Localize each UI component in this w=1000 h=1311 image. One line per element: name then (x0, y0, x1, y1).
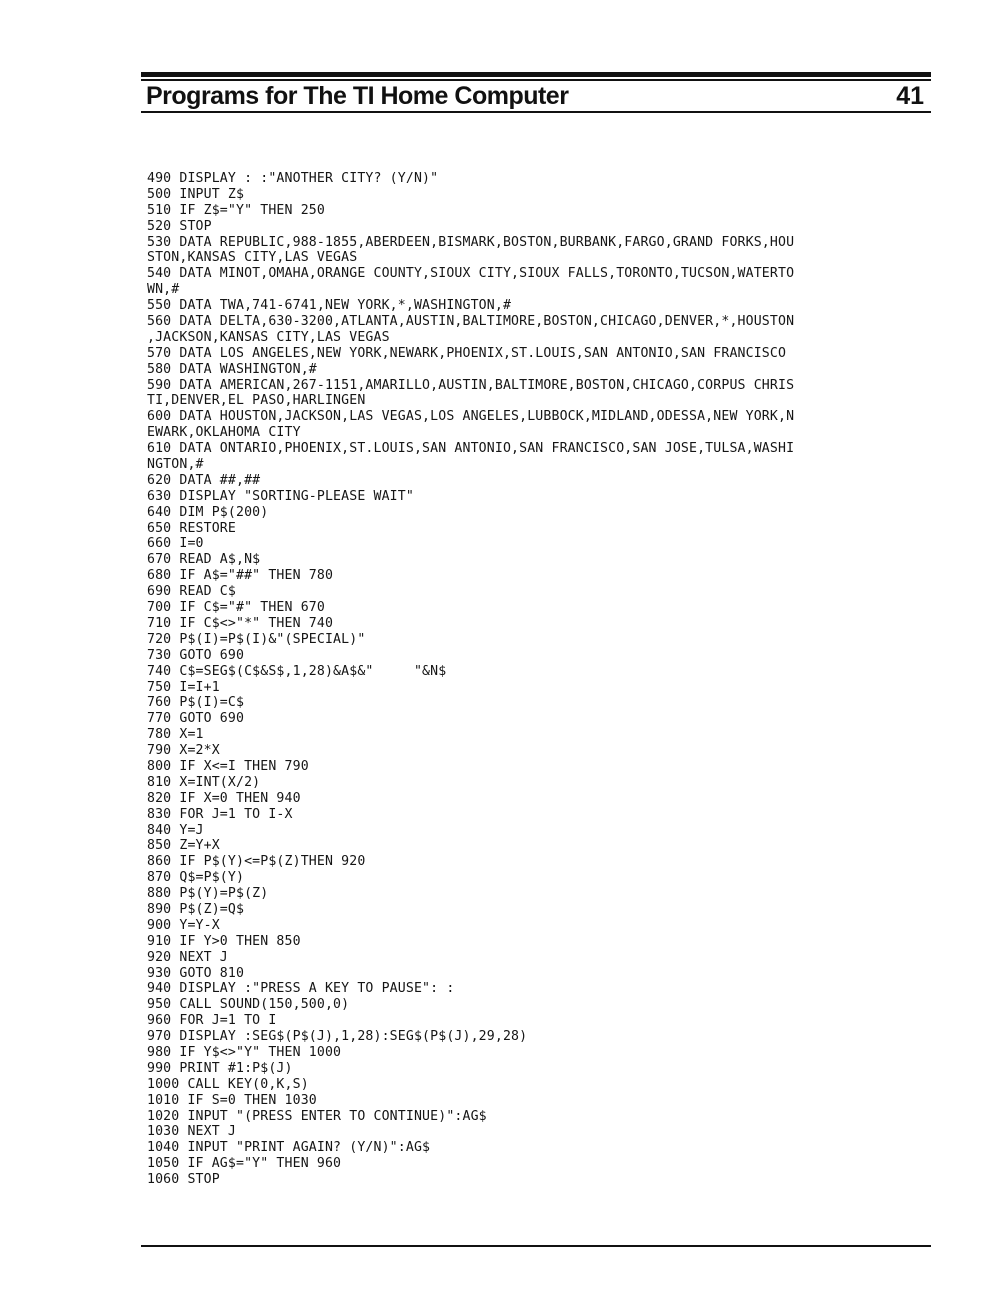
code-line: 860 IF P$(Y)<=P$(Z)THEN 920 (147, 854, 366, 870)
code-line: 1040 INPUT "PRINT AGAIN? (Y/N)":AG$ (147, 1140, 431, 1156)
code-line: 770 GOTO 690 (147, 711, 245, 727)
code-line: 630 DISPLAY "SORTING-PLEASE WAIT" (147, 488, 414, 504)
code-line: 720 P$(I)=P$(I)&"(SPECIAL)" (147, 631, 366, 647)
code-line: 580 DATA WASHINGTON,# (147, 361, 317, 377)
code-line: 710 IF C$<>"*" THEN 740 (147, 615, 334, 631)
code-line: 990 PRINT #1:P$(J) (147, 1060, 293, 1076)
code-line: NGTON,# (147, 457, 204, 473)
code-line: 820 IF X=0 THEN 940 (147, 790, 301, 806)
code-line: 600 DATA HOUSTON,JACKSON,LAS VEGAS,LOS ANGELES,LUBBOCK,MIDLAND,ODESSA,NEW YORK,N (147, 409, 795, 425)
code-line: 680 IF A$="##" THEN 780 (147, 568, 334, 584)
code-line: 960 FOR J=1 TO I (147, 1013, 277, 1029)
code-line: 520 STOP (147, 218, 212, 234)
code-line: 530 DATA REPUBLIC,988-1855,ABERDEEN,BISMARK,BOSTON,BURBANK,FARGO,GRAND FORKS,HOU (147, 234, 795, 250)
code-line: EWARK,OKLAHOMA CITY (147, 425, 301, 441)
code-line: 760 P$(I)=C$ (147, 695, 245, 711)
code-line: 950 CALL SOUND(150,500,0) (147, 997, 350, 1013)
header-rule-thin (141, 79, 931, 81)
code-line: STON,KANSAS CITY,LAS VEGAS (147, 250, 358, 266)
code-line: 1020 INPUT "(PRESS ENTER TO CONTINUE)":AG$ (147, 1108, 487, 1124)
code-line: TI,DENVER,EL PASO,HARLINGEN (147, 393, 366, 409)
code-line: 650 RESTORE (147, 520, 236, 536)
code-line: 920 NEXT J (147, 949, 228, 965)
code-line: 640 DIM P$(200) (147, 504, 269, 520)
code-line: 800 IF X<=I THEN 790 (147, 758, 309, 774)
header-underline-rule (141, 111, 931, 113)
code-line: 840 Y=J (147, 822, 204, 838)
code-line: 540 DATA MINOT,OMAHA,ORANGE COUNTY,SIOUX CITY,SIOUX FALLS,TORONTO,TUCSON,WATERTO (147, 266, 795, 282)
code-line: 500 INPUT Z$ (147, 186, 245, 202)
code-line: 740 C$=SEG$(C$&S$,1,28)&A$&" "&N$ (147, 663, 447, 679)
code-line: WN,# (147, 282, 180, 298)
code-line: 890 P$(Z)=Q$ (147, 901, 245, 917)
code-line: 980 IF Y$<>"Y" THEN 1000 (147, 1044, 342, 1060)
code-line: 1030 NEXT J (147, 1124, 236, 1140)
code-line: 940 DISPLAY :"PRESS A KEY TO PAUSE": : (147, 981, 455, 997)
code-line: 660 I=0 (147, 536, 204, 552)
code-line: 900 Y=Y-X (147, 917, 220, 933)
code-line: 490 DISPLAY : :"ANOTHER CITY? (Y/N)" (147, 171, 439, 186)
code-line: 1060 STOP (147, 1172, 220, 1188)
code-line: 1000 CALL KEY(0,K,S) (147, 1076, 309, 1092)
code-line: 970 DISPLAY :SEG$(P$(J),1,28):SEG$(P$(J),29,28) (147, 1029, 528, 1045)
code-line: 1050 IF AG$="Y" THEN 960 (147, 1156, 342, 1172)
code-line: 610 DATA ONTARIO,PHOENIX,ST.LOUIS,SAN ANTONIO,SAN FRANCISCO,SAN JOSE,TULSA,WASHI (147, 441, 795, 457)
code-line: 700 IF C$="#" THEN 670 (147, 600, 325, 616)
header-rule-thick (141, 72, 931, 77)
page-number: 41 (896, 82, 924, 110)
code-line: 670 READ A$,N$ (147, 552, 261, 568)
code-line: 560 DATA DELTA,630-3200,ATLANTA,AUSTIN,BALTIMORE,BOSTON,CHICAGO,DENVER,*,HOUSTON (147, 314, 795, 330)
program-listing (147, 171, 927, 1188)
code-line: 880 P$(Y)=P$(Z) (147, 886, 269, 902)
code-line: ,JACKSON,KANSAS CITY,LAS VEGAS (147, 329, 390, 345)
code-line: 620 DATA ##,## (147, 472, 261, 488)
code-line: 810 X=INT(X/2) (147, 774, 261, 790)
footer-rule (141, 1245, 931, 1247)
code-line: 590 DATA AMERICAN,267-1151,AMARILLO,AUSTIN,BALTIMORE,BOSTON,CHICAGO,CORPUS CHRIS (147, 377, 795, 393)
code-line: 730 GOTO 690 (147, 647, 245, 663)
code-line: 510 IF Z$="Y" THEN 250 (147, 202, 325, 218)
code-line: 780 X=1 (147, 727, 204, 743)
code-line: 830 FOR J=1 TO I-X (147, 806, 293, 822)
code-line: 1010 IF S=0 THEN 1030 (147, 1092, 317, 1108)
code-line: 690 READ C$ (147, 584, 236, 600)
code-line: 790 X=2*X (147, 743, 220, 759)
running-header-title: Programs for The TI Home Computer (146, 82, 569, 110)
code-line: 930 GOTO 810 (147, 965, 245, 981)
code-line: 550 DATA TWA,741-6741,NEW YORK,*,WASHINGTON,# (147, 298, 512, 314)
code-line: 870 Q$=P$(Y) (147, 870, 245, 886)
code-line: 910 IF Y>0 THEN 850 (147, 933, 301, 949)
code-line: 750 I=I+1 (147, 679, 220, 695)
code-line: 570 DATA LOS ANGELES,NEW YORK,NEWARK,PHOENIX,ST.LOUIS,SAN ANTONIO,SAN FRANCISCO (147, 345, 787, 361)
code-line: 850 Z=Y+X (147, 838, 220, 854)
